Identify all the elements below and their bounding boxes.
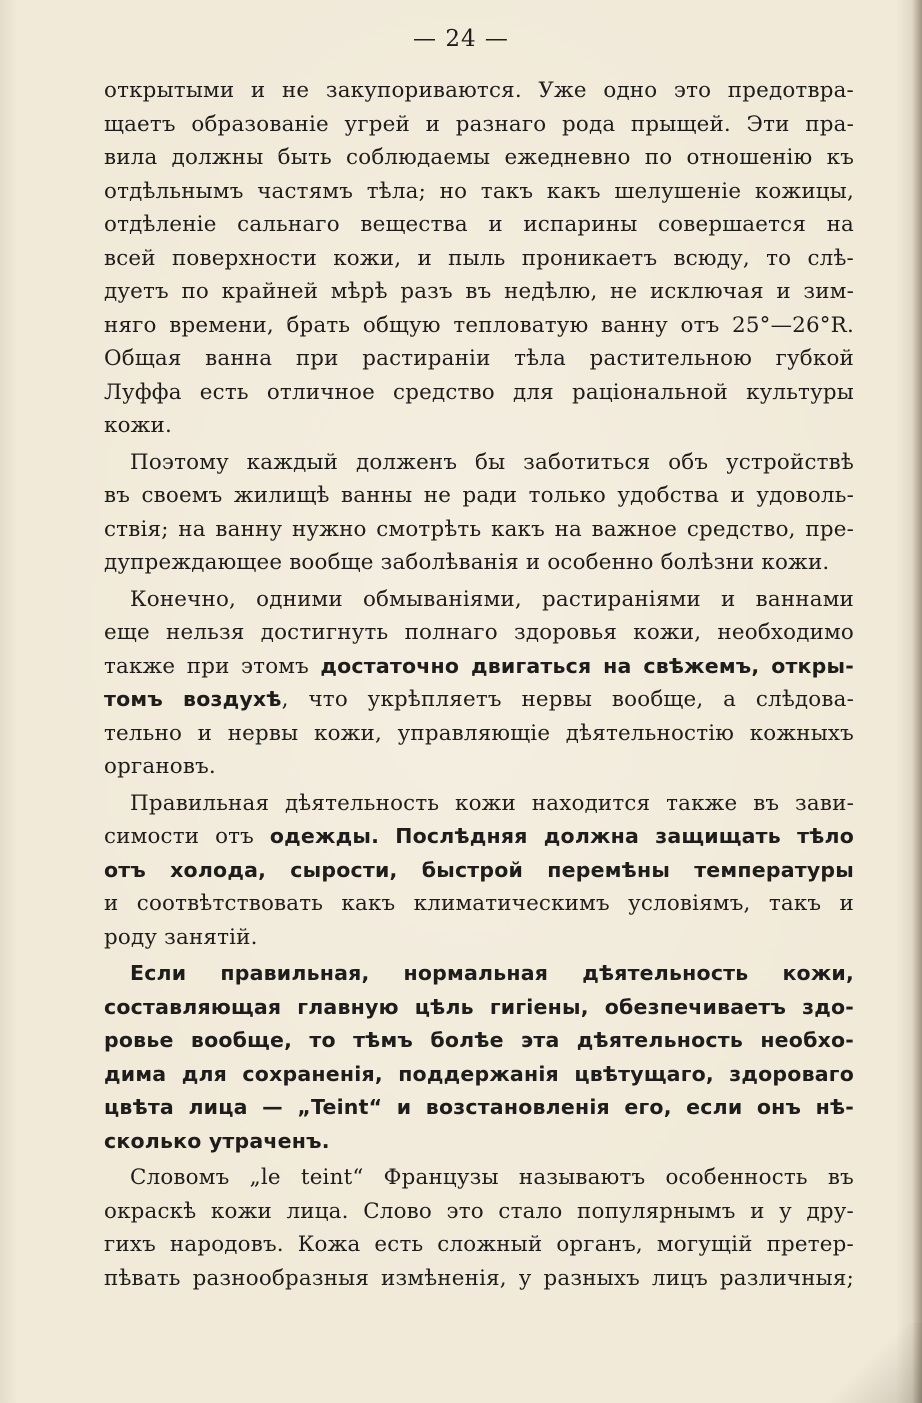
text-line [104, 650, 854, 684]
paragraph-2 [104, 446, 854, 580]
paragraph-5 [104, 957, 854, 1158]
text-run: симости отъ [104, 824, 270, 849]
text-line: органовъ. [104, 754, 216, 779]
text-line: въ своемъ жилищѣ ванны не ради только удобства и удоволь- [104, 483, 854, 508]
body-text [104, 74, 854, 1295]
book-spine-shadow [912, 0, 922, 1403]
text-line: Словомъ „le teint“ Французы называютъ особенность въ [130, 1165, 854, 1190]
text-line: сколько утраченъ. [104, 1128, 330, 1153]
paragraph-4 [104, 787, 854, 955]
text-line: роду занятій. [104, 924, 258, 950]
page-number: — 24 — [413, 26, 509, 52]
text-line: ствія; на ванну нужно смотрѣть какъ на важное средство, пре- [104, 516, 854, 542]
text-line: составляющая главную цѣль гигіены, обезпечиваетъ здо- [104, 994, 854, 1019]
text-line [104, 820, 854, 854]
text-line: окраскѣ кожи лица. Слово это стало популярнымъ и у дру- [104, 1198, 854, 1224]
text-line: цвѣта лица — „Teint“ и возстановленія его, если онъ нѣ- [104, 1095, 854, 1119]
text-line: еще нельзя достигнуть полнаго здоровья кожи, необходимо [104, 620, 854, 645]
text-line: гихъ народовъ. Кожа есть сложный органъ, могущій претер- [104, 1232, 854, 1257]
text-line: Конечно, одними обмываніями, растираніями и ваннами [130, 586, 854, 612]
text-line: пѣвать разнообразныя измѣненія, у разныхъ лицъ различныя; [104, 1265, 854, 1291]
text-line: тельно и нервы кожи, управляющіе дѣятельностію кожныхъ [104, 720, 854, 746]
text-line: Поэтому каждый долженъ бы заботиться объ устройствѣ [130, 449, 854, 475]
text-line: открытыми и не закупориваются. Уже одно это предотвра- [104, 78, 854, 103]
text-line: няго времени, брать общую тепловатую ванну отъ 25°—26°R. [104, 312, 854, 338]
text-line: и соотвѣтствовать какъ климатическимъ условіямъ, такъ и [104, 891, 854, 916]
text-line: кожи. [104, 413, 172, 438]
text-line: дупреждающее вообще заболѣванія и особенно болѣзни кожи. [104, 550, 830, 575]
bold-text-run: достаточно двигаться на свѣжемъ, откры- [320, 653, 854, 678]
text-line: Если правильная, нормальная дѣятельность кожи, [130, 961, 854, 985]
text-line: дуетъ по крайней мѣрѣ разъ въ недѣлю, не исключая и зим- [104, 279, 854, 304]
text-line: щаетъ образованіе угрей и разнаго рода прыщей. Эти пра- [104, 111, 854, 137]
text-line: Луффа есть отличное средство для раціональной культуры [104, 379, 854, 405]
page-corner-shadow [782, 1323, 922, 1403]
text-line: Общая ванна при растираніи тѣла растительною губкой [104, 346, 854, 371]
paragraph-3 [104, 583, 854, 784]
paragraph-6 [104, 1161, 854, 1295]
text-line: вила должны быть соблюдаемы ежедневно по отношенію къ [104, 145, 854, 170]
text-line: отдѣленіе сальнаго вещества и испарины совершается на [104, 212, 854, 237]
text-line: всей поверхности кожи, и пыль проникаетъ всюду, то слѣ- [104, 245, 854, 271]
text-line: ровье вообще, то тѣмъ болѣе эта дѣятельность необхо- [104, 1028, 854, 1052]
bold-text-run: томъ воздухѣ [104, 687, 282, 711]
paragraph-1 [104, 74, 854, 443]
text-line: дима для сохраненія, поддержанія цвѣтущаго, здороваго [104, 1061, 854, 1086]
text-run: также при этомъ [104, 653, 321, 679]
bold-text-run: одежды. Послѣдняя должна защищать тѣло [269, 824, 854, 848]
text-line: отъ холода, сырости, быстрой перемѣны температуры [104, 857, 854, 882]
text-line: Правильная дѣятельность кожи находится также въ зави- [130, 790, 854, 816]
text-line: отдѣльнымъ частямъ тѣла; но такъ какъ шелушеніе кожицы, [104, 178, 854, 204]
text-run: , что укрѣпляетъ нервы вообще, а слѣдова- [281, 687, 855, 712]
text-line [104, 683, 854, 717]
